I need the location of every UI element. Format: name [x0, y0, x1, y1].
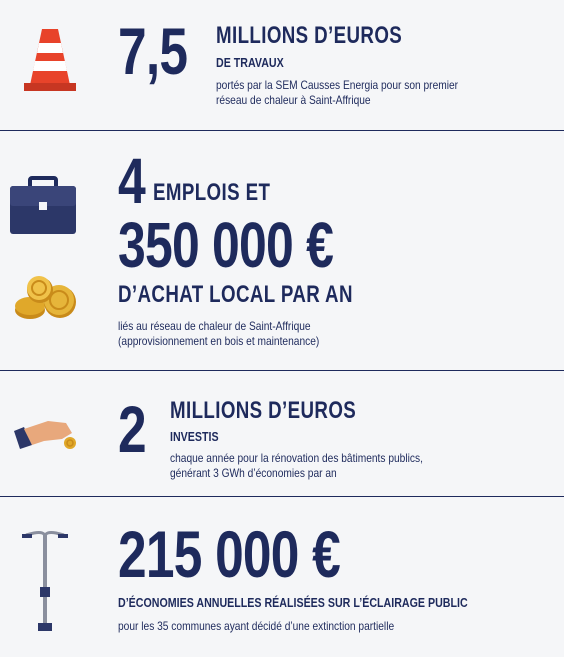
- section-emplois: [0, 131, 564, 371]
- stat-value-2: 350 000 €: [118, 209, 334, 281]
- stat-title: EMPLOIS ET: [153, 179, 271, 206]
- briefcase-icon: [8, 176, 78, 236]
- section-eclairage: [0, 497, 564, 657]
- traffic-cone-icon: [20, 25, 80, 95]
- street-lamp-icon: [20, 527, 70, 637]
- coins-icon: [10, 274, 80, 324]
- stat-desc-line-2: (approvisionnement en bois et maintenance): [118, 334, 320, 348]
- section-investis: [0, 371, 564, 496]
- stat-value: 215 000 €: [118, 517, 341, 591]
- section-travaux: [0, 0, 564, 130]
- stat-desc-line-1: liés au réseau de chaleur de Saint-Affrique: [118, 319, 311, 333]
- stat-value: 7,5: [118, 14, 188, 88]
- stat-value: 4: [118, 145, 145, 217]
- stat-title-2: D’ACHAT LOCAL PAR AN: [118, 281, 353, 308]
- stat-desc-line-2: réseau de chaleur à Saint-Affrique: [216, 93, 371, 107]
- stat-value: 2: [118, 392, 146, 466]
- stat-desc-line-1: chaque année pour la rénovation des bâtiments publics,: [170, 451, 423, 465]
- hand-coin-icon: [10, 411, 90, 461]
- stat-subtitle: D’ÉCONOMIES ANNUELLES RÉALISÉES SUR L’ÉCLAIRAGE PUBLIC: [118, 595, 468, 610]
- stat-desc-line-2: générant 3 GWh d’économies par an: [170, 466, 337, 480]
- stat-title: MILLIONS D’EUROS: [170, 397, 357, 424]
- stat-subtitle: INVESTIS: [170, 429, 219, 444]
- stat-subtitle: DE TRAVAUX: [216, 55, 284, 70]
- stat-desc-line-1: portés par la SEM Causses Energia pour son premier: [216, 78, 459, 92]
- stat-title: MILLIONS D’EUROS: [216, 22, 403, 49]
- stat-desc-line-1: pour les 35 communes ayant décidé d’une extinction partielle: [118, 619, 395, 633]
